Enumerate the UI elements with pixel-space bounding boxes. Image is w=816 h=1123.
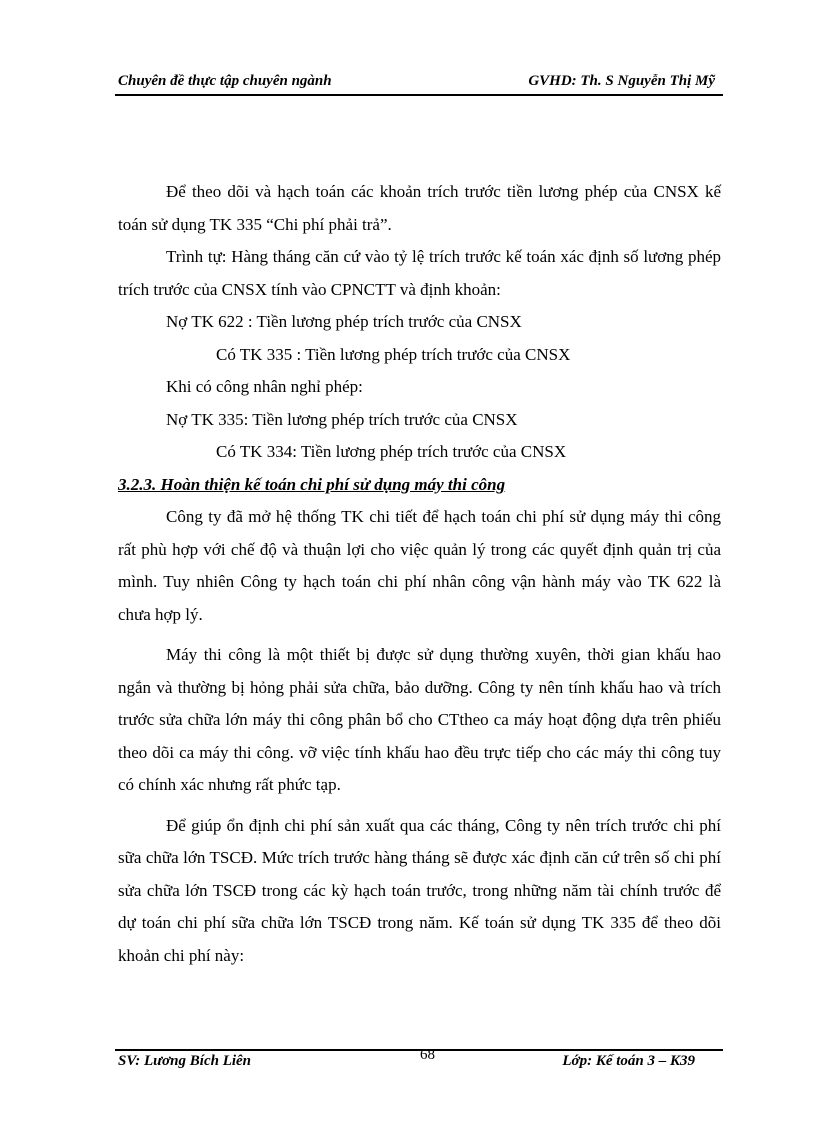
footer-rule: [115, 1049, 723, 1051]
entry-debit-335: Nợ TK 335: Tiền lương phép trích trước của CNSX: [166, 409, 518, 429]
page-header: [115, 73, 723, 95]
leave-note: Khi có công nhân nghỉ phép:: [166, 377, 363, 396]
paragraph-2: Trình tự: Hàng tháng căn cứ vào tỷ lệ trích trước kế toán xác định số lương phép trích trước của CNSX tính vào CPNCTT và định khoản:: [118, 247, 721, 299]
header-title: Chuyên đề thực tập chuyên ngành: [118, 73, 332, 89]
header-rule: [115, 94, 723, 96]
footer-class: Lớp: Kế toán 3 – K39: [562, 1053, 695, 1069]
paragraph-5: Để giúp ổn định chi phí sản xuất qua các tháng, Công ty nên trích trước chi phí sữa chữa lớn TSCĐ. Mức trích trước hàng tháng sẽ được xác định căn cứ trên số chi phí sửa chữa lớn TSCĐ trong các kỳ hạch toán trước, trong những năm tài chính trước để dự toán chi phí sữa chữa lớn TSCĐ trong năm. Kế toán sử dụng TK 335 để theo dõi khoản chi phí này:: [118, 815, 721, 965]
paragraph-1: Để theo dõi và hạch toán các khoản trích trước tiền lương phép của CNSX kế toán sử dụng TK 335 “Chi phí phải trả”.: [118, 182, 721, 234]
footer-student: SV: Lương Bích Liên: [118, 1053, 252, 1069]
paragraph-3: Công ty đã mở hệ thống TK chi tiết để hạch toán chi phí sử dụng máy thi công rất phù hợp với chế độ và thuận lợi cho việc quản lý trong các quyết định quản trị của mình. Tuy nhiên Công ty hạch toán chi phí nhân công vận hành máy vào TK 622 là chưa hợp lý.: [118, 507, 721, 624]
entry-credit-335: Có TK 335 : Tiền lương phép trích trước của CNSX: [216, 344, 571, 364]
page-number: 68: [420, 1047, 435, 1063]
page-footer: [115, 1047, 723, 1075]
section-heading: 3.2.3. Hoàn thiện kế toán chi phí sử dụng máy thi công: [118, 474, 506, 494]
header-supervisor: GVHD: Th. S Nguyễn Thị Mỹ: [528, 73, 715, 89]
page-body: [118, 176, 721, 972]
entry-debit-622: Nợ TK 622 : Tiền lương phép trích trước của CNSX: [166, 312, 522, 331]
entry-credit-334: Có TK 334: Tiền lương phép trích trước của CNSX: [216, 442, 567, 461]
paragraph-4: Máy thi công là một thiết bị được sử dụng thường xuyên, thời gian khấu hao ngắn và thường bị hỏng phải sửa chữa, bảo dưỡng. Công ty nên tính khấu hao và trích trước sửa chữa lớn máy thi công phân bổ cho CTtheo ca máy hoạt động dựa trên phiếu theo dõi ca máy thi công. vỡ việc tính khấu hao đều trực tiếp cho các máy thi công tuy có chính xác nhưng rất phức tạp.: [118, 645, 721, 794]
